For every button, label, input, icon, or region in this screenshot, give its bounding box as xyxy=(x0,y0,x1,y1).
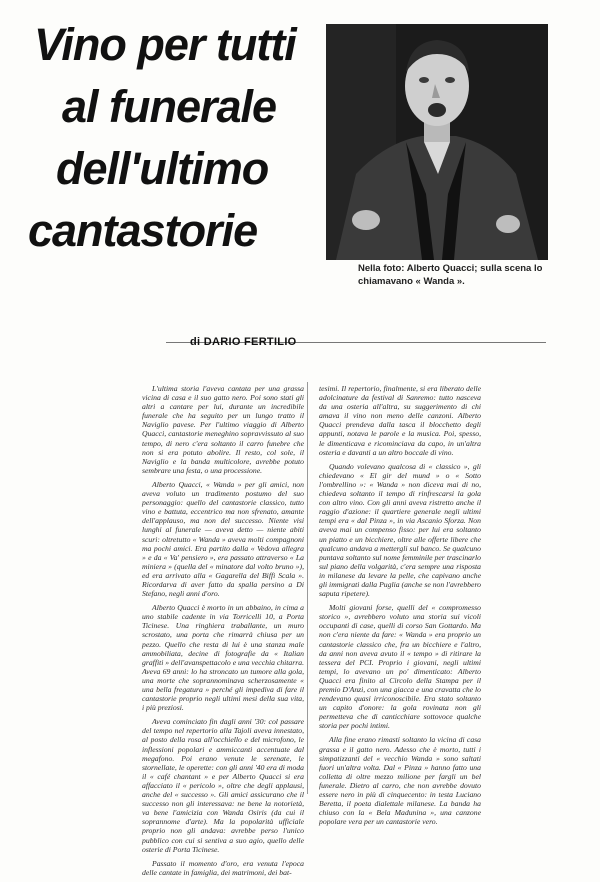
byline: di DARIO FERTILIO xyxy=(190,336,297,348)
photo-caption: Nella foto: Alberto Quacci; sulla scena lo chiamavano « Wanda ». xyxy=(358,263,543,287)
column-divider xyxy=(307,382,308,794)
article-paragraph: Molti giovani forse, quelli del « compromesso storico », avrebbero voluto una storia sui vicoli occupanti di case, quelli di corso San Gottardo. Ma non c'era niente da fare: « Wanda » era proprio un cantastorie classico che, fra un bicchiere e l'altro, da anni non aveva avuto il « tempo » di ritirare la tessera del PCI. Proprio i giovani, negli ultimi tempi, lo avevano un po' dimenticato: Alberto Quacci era finito al Circolo della Stampa per il premio D'Anzi, con una giacca e una cravatta che lo rendevano quasi irriconoscibile. Era stato soltanto un capito d'onore: la gola rovinata non gli permetteva che di canticchiare sottovoce qualche storia per pochi intimi. xyxy=(319,603,481,731)
headline-line-3: dell'ultimo xyxy=(56,143,269,194)
article-paragraph: L'ultima storia l'aveva cantata per una grassa vicina di casa e il suo gatto nero. Poi sono stati gli altri a cantare per lui, durante un incredibile funerale che ha seguito per un lungo tratto il Naviglio pavese. Per l'ultimo viaggio di Alberto Quacci, cantastorie meneghino sopravvissuto al suo tempo, di nero c'era soltanto il carro funebre che non si era potuto abolire. Il resto, col sole, il Naviglio e la banda multicolore, avrebbe potuto sembrare una festa, o una processione. xyxy=(142,384,304,475)
headline-line-2: al funerale xyxy=(62,81,277,132)
article-paragraph: Alberto Quacci è morto in un abbaino, in cima a uno stabile cadente in via Torricelli 10, a Porta Ticinese. Una ringhiera traballante, un muro scrostato, una porta che rimarrà chiusa per un pezzo. Quello che resta di lui è una stanza male ammobiliata, decine di fotografie da « Italian graffiti » dell'avanspettacolo e una vecchia chitarra. Aveva 69 anni: lo ha stroncato un tumore alla gola, una morte che soprannominava scherzosamente « una bella fregatura » perché gli impediva di fare il cantastorie proprio negli ultimi mesi della sua vita, i più preziosi. xyxy=(142,603,304,713)
article-column-left xyxy=(142,384,304,882)
headline-line-4: cantastorie xyxy=(28,205,258,256)
portrait-photo xyxy=(326,24,548,260)
article-paragraph: tesimi. Il repertorio, finalmente, si era liberato delle adolcinature da festival di Sanremo: tutto nasceva da una osteria all'altra, su suggerimento di chi amava il vino non meno delle canzoni. Alberto Quacci prendeva dalla tasca il blocchetto degli appunti, notava le parole e la musica. Poi, spesso, le dimenticava e ricominciava da capo, in un'altra osteria e davanti a un altro boccale di vino. xyxy=(319,384,481,457)
headline xyxy=(28,14,320,262)
headline-line-1: Vino per tutti xyxy=(34,19,296,70)
article-paragraph: Alla fine erano rimasti soltanto la vicina di casa grassa e il gatto nero. Adesso che è morto, tutti i simpatizzanti del « vecchio Wanda » sono saltati fuori un'altra volta. Dal « Pinza » hanno fatto una colletta di oltre mezzo milione per fargli un bel funerale. Dietro al carro, che non avrebbe dovuto essere nero in più di cinquecento: in testa Luciano Beretta, il poeta dialettale milanese. La banda ha chiuso con la « Bela Madunina », una canzone popolare vera per un cantastorie vero. xyxy=(319,735,481,827)
article-paragraph: Quando volevano qualcosa di « classico », gli chiedevano « El gir del mund » o « Sotto l'ombrellino »: « Wanda » non diceva mai di no, chiedeva soltanto il tempo di rinfrescarsi la gola con altro vino. Con gli anni aveva ristretto anche il raggio d'azione: il quartiere generale negli ultimi tempi era « dal Pinza », in via Ascanio Sforza. Non aveva mai un compenso fisso: per lui era soltanto un piatto e un bicchiere, oltre alle offerte libere che qualcuno andava a mettergli sul banco. Se qualcuno puntava soltanto sul nome femminile per trascinarlo sul piano della volgarità, c'era sempre una risposta in milanese da levare la pelle, che capivano anche gli immigrati dalla Puglia (anche se non l'avrebbero saputa ripetere). xyxy=(319,461,481,599)
article-paragraph: Aveva cominciato fin dagli anni '30: col passare del tempo nel repertorio alla Tajoli aveva innestato, al posto della rosa all'occhiello e del microfono, le inflessioni popolari e ammiccanti accentuate dal megafono. Poi erano venute le serenate, le stornellate, le operette: con gli anni '40 era di moda il « café chantant » e per Alberto Quacci si era affacciato il « pericolo », oltre che degli applausi, anche del « successo ». Gli amici assicurano che il successo non gli interessava: ne bene la notorietà, va bene l'amicizia con Wanda Osiris (da cui il soprannome d'arte). Ma la popolarità ufficiale proprio non gli andava: avrebbe perso l'unico pubblico con cui si sentiva a suo agio, quello delle osterie di Porta Ticinese. xyxy=(142,717,304,854)
article-column-right xyxy=(319,384,481,831)
article-paragraph: Alberto Quacci, « Wanda » per gli amici, non aveva voluto un tradimento postumo del suo personaggio: quello del cantastorie classico, tutto vino e battuta, eccentrico ma non sfrenato, amante dell'applauso, ma non del successo. Niente visi lunghi al funerale — aveva detto — niente abiti scuri: oltretutto « Wanda » aveva molti compagnoni ma pochi amici. Era partito dalla « Vedova allegra » e da « Va' pensiero », era passato attraverso « La miniera » (quella del « minatore dal volto bruno »), ed era arrivato alla « Gagarella del Biffi Scala ». Ricordarva di aver fatto da spalla persino a Di Stefano, negli anni d'oro. xyxy=(142,479,304,599)
article-paragraph: Passato il momento d'oro, era venuta l'epoca delle cantate in famiglia, dei matrimoni, dei bat- xyxy=(142,858,304,877)
